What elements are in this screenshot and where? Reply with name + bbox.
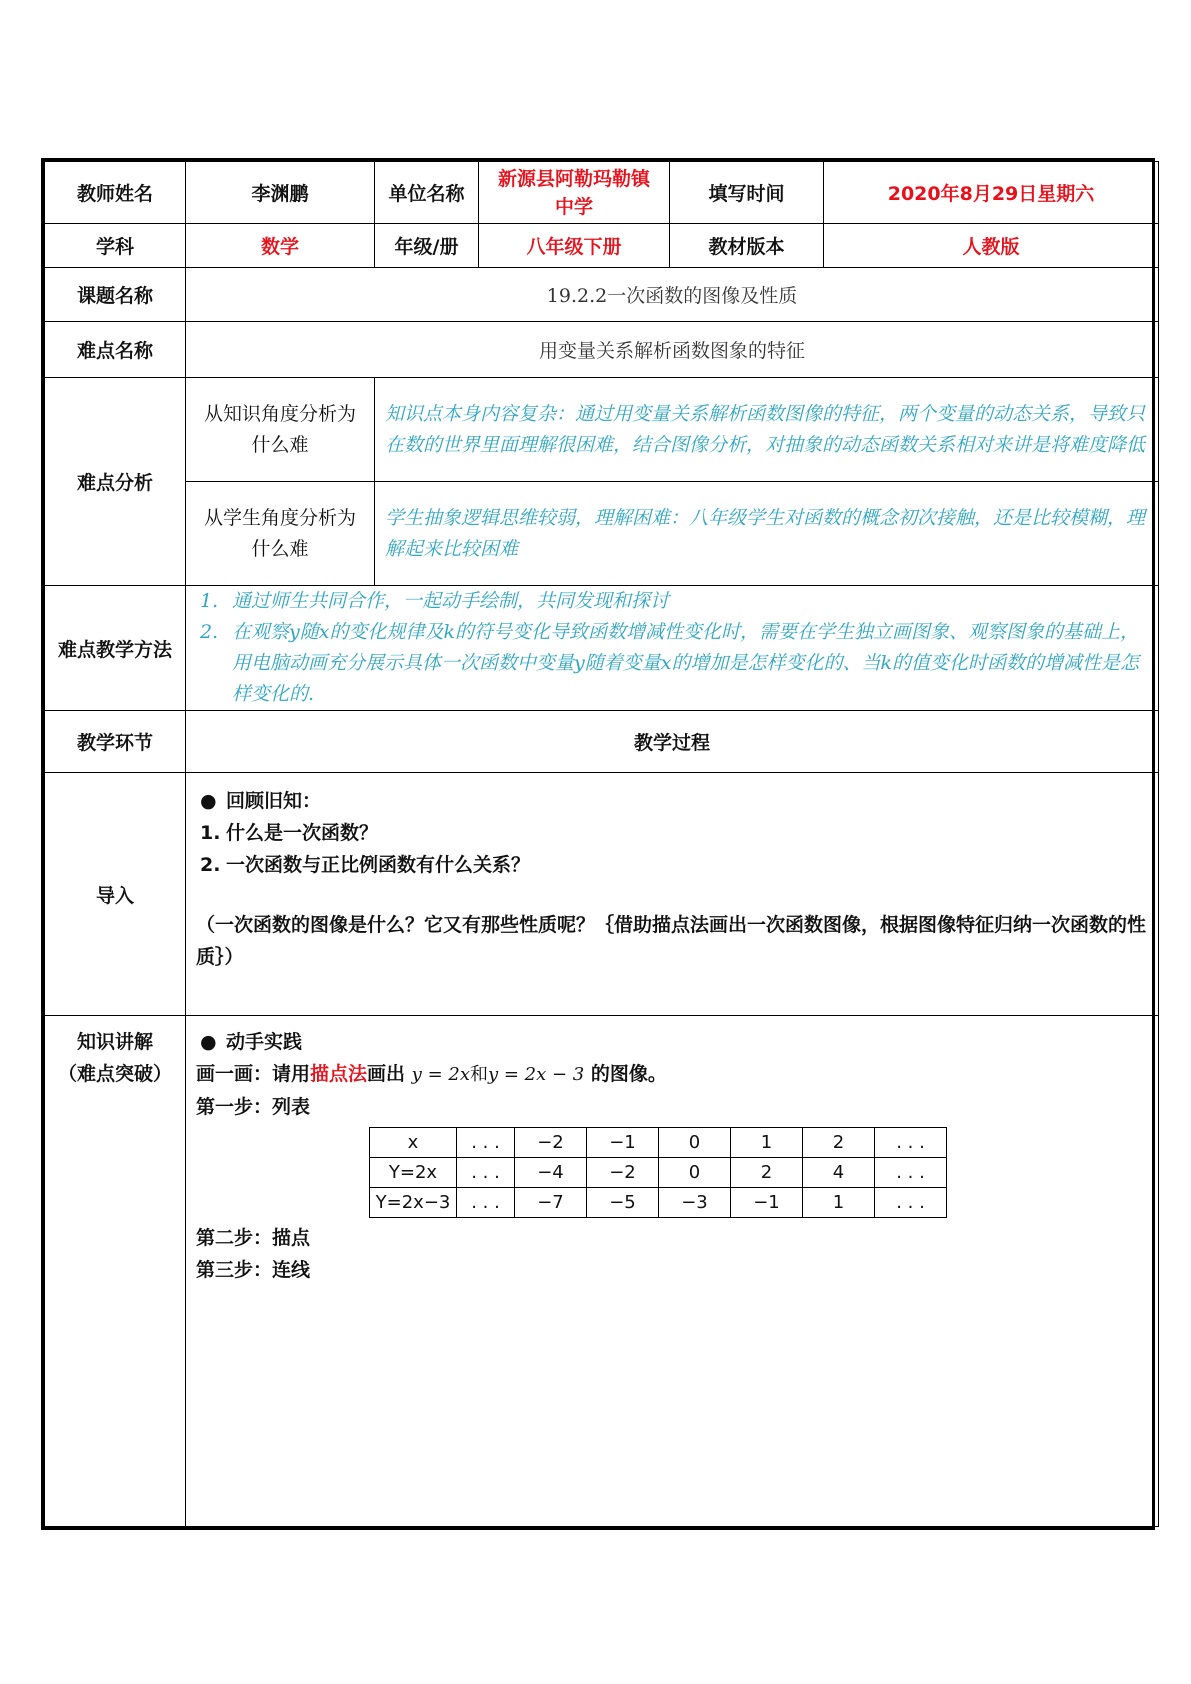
fill-time: 2020年8月29日星期六: [824, 162, 1159, 224]
method-item-1-text: 通过师生共同合作，一起动手绘制，共同发现和探讨: [232, 590, 670, 612]
subject: 数学: [186, 224, 375, 268]
teacher-label: 教师姓名: [45, 162, 186, 224]
value-table-row: [370, 1158, 947, 1188]
review-title: 回顾旧知：: [226, 790, 322, 812]
draw-instruction: [186, 1058, 1148, 1091]
value-table-cell: −5: [587, 1188, 659, 1218]
process-title: 教学过程: [186, 711, 1159, 773]
value-table-cell: . . .: [875, 1128, 947, 1158]
question-1-num: 1.: [200, 822, 221, 844]
draw-mid: 画出: [367, 1063, 406, 1085]
topic-row: [45, 268, 1159, 322]
function-1: y = 2x: [411, 1064, 470, 1085]
lecture-label-line2: （难点突破）: [57, 1063, 172, 1085]
analysis-row-student: [45, 482, 1159, 586]
process-header-row: [45, 711, 1159, 773]
value-table-cell: 0: [659, 1128, 731, 1158]
lecture-row: [45, 1016, 1159, 1527]
value-table-cell: −4: [515, 1158, 587, 1188]
lesson-plan-sheet: [41, 158, 1155, 1530]
lecture-content: [186, 1016, 1159, 1527]
grade: 八年级下册: [479, 224, 670, 268]
method-list-cell: [186, 586, 1159, 711]
method-item-2-text: 在观察y随x的变化规律及k的符号变化导致函数增减性变化时，需要在学生独立画图象、观察图象的基础上，用电脑动画充分展示具体一次函数中变量y随着变量x的增加是怎样变化的、当k的值变化时函数的增减性是怎样变化的.: [232, 621, 1139, 705]
draw-method: 描点法: [310, 1063, 368, 1085]
value-table-cell: . . .: [875, 1188, 947, 1218]
bullet-icon: ●: [200, 1031, 217, 1053]
value-table-cell: −7: [515, 1188, 587, 1218]
method-item-2-num: 2.: [200, 621, 219, 643]
step-2: 第二步：描点: [196, 1227, 311, 1249]
value-table-cell: 0: [659, 1158, 731, 1188]
value-table-cell: 2: [803, 1128, 875, 1158]
question-1: [186, 817, 1148, 849]
bullet-icon: ●: [200, 790, 217, 812]
teacher-name: 李渊鹏: [186, 162, 375, 224]
method-row: [45, 586, 1159, 711]
value-table-cell: . . .: [457, 1128, 515, 1158]
intro-content: [186, 773, 1159, 1016]
method-item-2: [186, 617, 1148, 710]
value-table-cell: . . .: [457, 1158, 515, 1188]
lesson-plan-table: [44, 161, 1159, 1527]
difficulty-row: [45, 322, 1159, 378]
function-2: y = 2x − 3: [487, 1064, 585, 1085]
value-table-row: [370, 1128, 947, 1158]
practice-heading: [186, 1026, 1148, 1058]
unit-label: 单位名称: [375, 162, 479, 224]
edition: 人教版: [824, 224, 1159, 268]
intro-note: （一次函数的图像是什么？它又有那些性质呢？｛借助描点法画出一次函数图像，根据图像特征归纳一次函数的性质｝）: [196, 914, 1147, 968]
grade-label: 年级/册: [375, 224, 479, 268]
value-table-cell: . . .: [875, 1158, 947, 1188]
value-table-row: [370, 1188, 947, 1218]
value-table-cell: 1: [731, 1128, 803, 1158]
unit-name: 新源县阿勒玛勒镇中学: [479, 162, 670, 224]
process-stage-label: 教学环节: [45, 711, 186, 773]
value-table-row-header: Y=2x: [370, 1158, 457, 1188]
analysis-row-knowledge: [45, 378, 1159, 482]
method-label: 难点教学方法: [45, 586, 186, 711]
intro-row: [45, 773, 1159, 1016]
question-2: [186, 849, 1148, 881]
value-table-cell: . . .: [457, 1188, 515, 1218]
method-item-1-num: 1.: [200, 590, 219, 612]
value-table-row-header: Y=2x−3: [370, 1188, 457, 1218]
difficulty-value: 用变量关系解析函数图象的特征: [186, 322, 1159, 378]
value-table-cell: −3: [659, 1188, 731, 1218]
knowledge-label: 从知识角度分析为什么难: [186, 378, 375, 482]
value-table-cell: −1: [587, 1128, 659, 1158]
value-table-cell: 1: [803, 1188, 875, 1218]
method-list: [186, 586, 1148, 710]
value-table-cell: 4: [803, 1158, 875, 1188]
value-table-cell: −2: [587, 1158, 659, 1188]
topic-value: 19.2.2一次函数的图像及性质: [186, 268, 1159, 322]
intro-label: 导入: [45, 773, 186, 1016]
value-table-row-header: x: [370, 1128, 457, 1158]
student-text: 学生抽象逻辑思维较弱，理解困难：八年级学生对函数的概念初次接触，还是比较模糊，理解起来比较困难: [375, 482, 1159, 586]
practice-title: 动手实践: [226, 1031, 303, 1053]
lecture-label-cell: [45, 1016, 186, 1527]
edition-label: 教材版本: [670, 224, 824, 268]
knowledge-text: 知识点本身内容复杂：通过用变量关系解析函数图像的特征，两个变量的动态关系，导致只在数的世界里面理解很困难，结合图像分析，对抽象的动态函数关系相对来讲是将难度降低: [375, 378, 1159, 482]
step-3: 第三步：连线: [196, 1259, 311, 1281]
method-item-1: [186, 586, 1148, 617]
value-table-cell: −2: [515, 1128, 587, 1158]
question-2-text: 一次函数与正比例函数有什么关系？: [226, 854, 531, 876]
draw-suffix: 的图像。: [590, 1063, 667, 1085]
analysis-label: 难点分析: [45, 378, 186, 586]
difficulty-label: 难点名称: [45, 322, 186, 378]
topic-label: 课题名称: [45, 268, 186, 322]
review-heading: [186, 785, 1148, 817]
and-word: 和: [469, 1064, 488, 1085]
header-row-2: [45, 224, 1159, 268]
question-2-num: 2.: [200, 854, 221, 876]
lecture-label-line1: 知识讲解: [76, 1031, 153, 1053]
question-1-text: 什么是一次函数？: [226, 822, 379, 844]
header-row-1: [45, 162, 1159, 224]
step-1: 第一步：列表: [196, 1096, 311, 1118]
subject-label: 学科: [45, 224, 186, 268]
value-table-cell: −1: [731, 1188, 803, 1218]
student-label: 从学生角度分析为什么难: [186, 482, 375, 586]
fill-time-label: 填写时间: [670, 162, 824, 224]
value-table: [369, 1127, 947, 1218]
value-table-cell: 2: [731, 1158, 803, 1188]
draw-prefix: 画一画：请用: [196, 1063, 311, 1085]
